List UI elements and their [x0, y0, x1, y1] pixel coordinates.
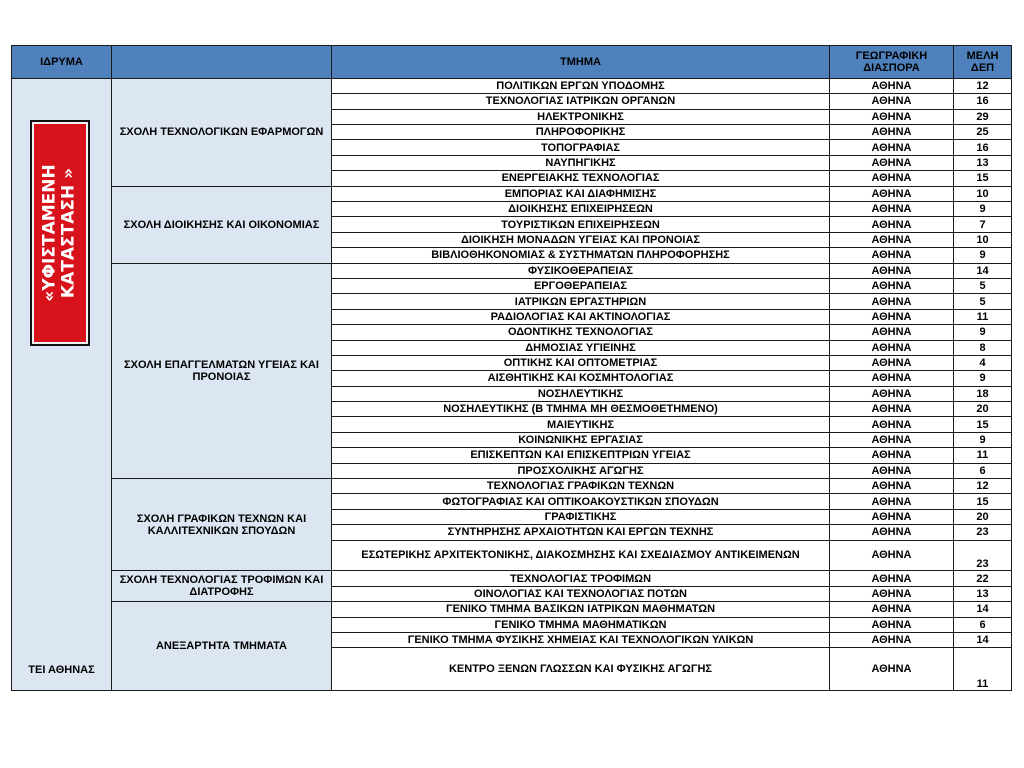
geography-cell: ΑΘΗΝΑ: [830, 278, 954, 293]
geography-cell: ΑΘΗΝΑ: [830, 632, 954, 647]
faculty-count-cell: 10: [954, 232, 1012, 247]
faculty-count-cell: 12: [954, 78, 1012, 93]
faculty-count-cell: 9: [954, 248, 1012, 263]
faculty-count-cell: 16: [954, 94, 1012, 109]
geography-cell: ΑΘΗΝΑ: [830, 309, 954, 324]
institution-cell: ΤΕΙ ΑΘΗΝΑΣ: [12, 78, 112, 690]
department-cell: ΔΙΟΙΚΗΣΗΣ ΕΠΙΧΕΙΡΗΣΕΩΝ: [332, 201, 830, 216]
department-cell: ΓΕΝΙΚΟ ΤΜΗΜΑ ΜΑΘΗΜΑΤΙΚΩΝ: [332, 617, 830, 632]
department-cell: ΕΣΩΤΕΡΙΚΗΣ ΑΡΧΙΤΕΚΤΟΝΙΚΗΣ, ΔΙΑΚΟΣΜΗΣΗΣ ΚΑΙ ΣΧΕΔΙΑΣΜΟΥ ΑΝΤΙΚΕΙΜΕΝΩΝ: [332, 540, 830, 571]
department-cell: ΠΛΗΡΟΦΟΡΙΚΗΣ: [332, 125, 830, 140]
status-badge-line-2: ΚΑΤΑΣΤΑΣΗ »: [59, 167, 80, 299]
department-cell: ΜΑΙΕΥΤΙΚΗΣ: [332, 417, 830, 432]
geography-cell: ΑΘΗΝΑ: [830, 494, 954, 509]
geography-cell: ΑΘΗΝΑ: [830, 78, 954, 93]
department-cell: ΕΜΠΟΡΙΑΣ ΚΑΙ ΔΙΑΦΗΜΙΣΗΣ: [332, 186, 830, 201]
department-cell: ΔΗΜΟΣΙΑΣ ΥΓΙΕΙΝΗΣ: [332, 340, 830, 355]
faculty-count-cell: 9: [954, 201, 1012, 216]
geography-cell: ΑΘΗΝΑ: [830, 648, 954, 691]
department-cell: ΝΟΣΗΛΕΥΤΙΚΗΣ (Β ΤΜΗΜΑ ΜΗ ΘΕΣΜΟΘΕΤΗΜΕΝΟ): [332, 402, 830, 417]
geography-cell: ΑΘΗΝΑ: [830, 140, 954, 155]
faculty-count-cell: 9: [954, 325, 1012, 340]
faculty-count-cell: 13: [954, 155, 1012, 170]
table-row: [12, 571, 1012, 586]
geography-cell: ΑΘΗΝΑ: [830, 94, 954, 109]
geography-cell: ΑΘΗΝΑ: [830, 540, 954, 571]
school-cell: ΣΧΟΛΗ ΔΙΟΙΚΗΣΗΣ ΚΑΙ ΟΙΚΟΝΟΜΙΑΣ: [112, 186, 332, 263]
faculty-count-cell: 5: [954, 278, 1012, 293]
department-cell: ΕΝΕΡΓΕΙΑΚΗΣ ΤΕΧΝΟΛΟΓΙΑΣ: [332, 171, 830, 186]
table-row: [12, 602, 1012, 617]
department-cell: ΟΠΤΙΚΗΣ ΚΑΙ ΟΠΤΟΜΕΤΡΙΑΣ: [332, 355, 830, 370]
department-cell: ΤΕΧΝΟΛΟΓΙΑΣ ΓΡΑΦΙΚΩΝ ΤΕΧΝΩΝ: [332, 479, 830, 494]
faculty-count-cell: 25: [954, 125, 1012, 140]
geography-cell: ΑΘΗΝΑ: [830, 371, 954, 386]
geography-cell: ΑΘΗΝΑ: [830, 125, 954, 140]
geography-cell: ΑΘΗΝΑ: [830, 294, 954, 309]
geography-cell: ΑΘΗΝΑ: [830, 325, 954, 340]
header-faculty: ΜΕΛΗ ΔΕΠ: [954, 46, 1012, 79]
department-cell: ΗΛΕΚΤΡΟΝΙΚΗΣ: [332, 109, 830, 124]
faculty-count-cell: 11: [954, 309, 1012, 324]
department-cell: ΔΙΟΙΚΗΣΗ ΜΟΝΑΔΩΝ ΥΓΕΙΑΣ ΚΑΙ ΠΡΟΝΟΙΑΣ: [332, 232, 830, 247]
geography-cell: ΑΘΗΝΑ: [830, 525, 954, 540]
faculty-count-cell: 29: [954, 109, 1012, 124]
faculty-count-cell: 22: [954, 571, 1012, 586]
faculty-count-cell: 15: [954, 494, 1012, 509]
table-row: [12, 479, 1012, 494]
table-row: [12, 78, 1012, 93]
geography-cell: ΑΘΗΝΑ: [830, 109, 954, 124]
faculty-count-cell: 6: [954, 463, 1012, 478]
department-cell: ΦΩΤΟΓΡΑΦΙΑΣ ΚΑΙ ΟΠΤΙΚΟΑΚΟΥΣΤΙΚΩΝ ΣΠΟΥΔΩΝ: [332, 494, 830, 509]
faculty-count-cell: 23: [954, 540, 1012, 571]
geography-cell: ΑΘΗΝΑ: [830, 402, 954, 417]
school-cell: ΣΧΟΛΗ ΤΕΧΝΟΛΟΓΙΑΣ ΤΡΟΦΙΜΩΝ ΚΑΙ ΔΙΑΤΡΟΦΗΣ: [112, 571, 332, 602]
geography-cell: ΑΘΗΝΑ: [830, 386, 954, 401]
geography-cell: ΑΘΗΝΑ: [830, 479, 954, 494]
faculty-count-cell: 10: [954, 186, 1012, 201]
department-cell: ΕΠΙΣΚΕΠΤΩΝ ΚΑΙ ΕΠΙΣΚΕΠΤΡΙΩΝ ΥΓΕΙΑΣ: [332, 448, 830, 463]
faculty-table: [11, 45, 1012, 691]
geography-cell: ΑΘΗΝΑ: [830, 186, 954, 201]
department-cell: ΒΙΒΛΙΟΘΗΚΟΝΟΜΙΑΣ & ΣΥΣΤΗΜΑΤΩΝ ΠΛΗΡΟΦΟΡΗΣΗΣ: [332, 248, 830, 263]
geography-cell: ΑΘΗΝΑ: [830, 586, 954, 601]
department-cell: ΕΡΓΟΘΕΡΑΠΕΙΑΣ: [332, 278, 830, 293]
faculty-count-cell: 4: [954, 355, 1012, 370]
department-cell: ΟΔΟΝΤΙΚΗΣ ΤΕΧΝΟΛΟΓΙΑΣ: [332, 325, 830, 340]
geography-cell: ΑΘΗΝΑ: [830, 571, 954, 586]
faculty-count-cell: 23: [954, 525, 1012, 540]
geography-cell: ΑΘΗΝΑ: [830, 263, 954, 278]
department-cell: ΚΟΙΝΩΝΙΚΗΣ ΕΡΓΑΣΙΑΣ: [332, 432, 830, 447]
table-row: [12, 263, 1012, 278]
geography-cell: ΑΘΗΝΑ: [830, 432, 954, 447]
faculty-count-cell: 14: [954, 632, 1012, 647]
faculty-count-cell: 11: [954, 448, 1012, 463]
faculty-count-cell: 9: [954, 371, 1012, 386]
faculty-count-cell: 11: [954, 648, 1012, 691]
department-cell: ΚΕΝΤΡΟ ΞΕΝΩΝ ΓΛΩΣΣΩΝ ΚΑΙ ΦΥΣΙΚΗΣ ΑΓΩΓΗΣ: [332, 648, 830, 691]
faculty-count-cell: 15: [954, 171, 1012, 186]
table-row: [12, 186, 1012, 201]
department-cell: ΝΟΣΗΛΕΥΤΙΚΗΣ: [332, 386, 830, 401]
school-cell: ΣΧΟΛΗ ΕΠΑΓΓΕΛΜΑΤΩΝ ΥΓΕΙΑΣ ΚΑΙ ΠΡΟΝΟΙΑΣ: [112, 263, 332, 478]
school-cell: ΑΝΕΞΑΡΤΗΤΑ ΤΜΗΜΑΤΑ: [112, 602, 332, 691]
status-badge: [30, 120, 90, 346]
geography-cell: ΑΘΗΝΑ: [830, 448, 954, 463]
department-cell: ΙΑΤΡΙΚΩΝ ΕΡΓΑΣΤΗΡΙΩΝ: [332, 294, 830, 309]
faculty-count-cell: 18: [954, 386, 1012, 401]
header-school: [112, 46, 332, 79]
faculty-count-cell: 7: [954, 217, 1012, 232]
header-department: ΤΜΗΜΑ: [332, 46, 830, 79]
geography-cell: ΑΘΗΝΑ: [830, 340, 954, 355]
department-cell: ΤΟΥΡΙΣΤΙΚΩΝ ΕΠΙΧΕΙΡΗΣΕΩΝ: [332, 217, 830, 232]
geography-cell: ΑΘΗΝΑ: [830, 155, 954, 170]
faculty-count-cell: 20: [954, 509, 1012, 524]
department-cell: ΓΡΑΦΙΣΤΙΚΗΣ: [332, 509, 830, 524]
faculty-count-cell: 13: [954, 586, 1012, 601]
geography-cell: ΑΘΗΝΑ: [830, 201, 954, 216]
geography-cell: ΑΘΗΝΑ: [830, 417, 954, 432]
status-badge-label: [41, 164, 79, 301]
geography-cell: ΑΘΗΝΑ: [830, 509, 954, 524]
status-badge-line-1: «ΥΦΙΣΤΑΜΕΝΗ: [40, 164, 61, 302]
faculty-count-cell: 15: [954, 417, 1012, 432]
department-cell: ΦΥΣΙΚΟΘΕΡΑΠΕΙΑΣ: [332, 263, 830, 278]
department-cell: ΟΙΝΟΛΟΓΙΑΣ ΚΑΙ ΤΕΧΝΟΛΟΓΙΑΣ ΠΟΤΩΝ: [332, 586, 830, 601]
department-cell: ΝΑΥΠΗΓΙΚΗΣ: [332, 155, 830, 170]
faculty-count-cell: 16: [954, 140, 1012, 155]
header-geography: ΓΕΩΓΡΑΦΙΚΗ ΔΙΑΣΠΟΡΑ: [830, 46, 954, 79]
department-cell: ΤΟΠΟΓΡΑΦΙΑΣ: [332, 140, 830, 155]
geography-cell: ΑΘΗΝΑ: [830, 617, 954, 632]
faculty-count-cell: 9: [954, 432, 1012, 447]
faculty-count-cell: 14: [954, 602, 1012, 617]
geography-cell: ΑΘΗΝΑ: [830, 171, 954, 186]
faculty-count-cell: 8: [954, 340, 1012, 355]
geography-cell: ΑΘΗΝΑ: [830, 248, 954, 263]
geography-cell: ΑΘΗΝΑ: [830, 232, 954, 247]
school-cell: ΣΧΟΛΗ ΤΕΧΝΟΛΟΓΙΚΩΝ ΕΦΑΡΜΟΓΩΝ: [112, 78, 332, 186]
department-cell: ΡΑΔΙΟΛΟΓΙΑΣ ΚΑΙ ΑΚΤΙΝΟΛΟΓΙΑΣ: [332, 309, 830, 324]
faculty-count-cell: 14: [954, 263, 1012, 278]
geography-cell: ΑΘΗΝΑ: [830, 217, 954, 232]
department-cell: ΑΙΣΘΗΤΙΚΗΣ ΚΑΙ ΚΟΣΜΗΤΟΛΟΓΙΑΣ: [332, 371, 830, 386]
department-cell: ΓΕΝΙΚΟ ΤΜΗΜΑ ΒΑΣΙΚΩΝ ΙΑΤΡΙΚΩΝ ΜΑΘΗΜΑΤΩΝ: [332, 602, 830, 617]
department-cell: ΓΕΝΙΚΟ ΤΜΗΜΑ ΦΥΣΙΚΗΣ ΧΗΜΕΙΑΣ ΚΑΙ ΤΕΧΝΟΛΟΓΙΚΩΝ ΥΛΙΚΩΝ: [332, 632, 830, 647]
faculty-count-cell: 5: [954, 294, 1012, 309]
header-row: [12, 46, 1012, 79]
department-cell: ΠΟΛΙΤΙΚΩΝ ΕΡΓΩΝ ΥΠΟΔΟΜΗΣ: [332, 78, 830, 93]
faculty-count-cell: 12: [954, 479, 1012, 494]
header-institution: ΙΔΡΥΜΑ: [12, 46, 112, 79]
school-cell: ΣΧΟΛΗ ΓΡΑΦΙΚΩΝ ΤΕΧΝΩΝ ΚΑΙ ΚΑΛΛΙΤΕΧΝΙΚΩΝ ΣΠΟΥΔΩΝ: [112, 479, 332, 571]
department-cell: ΤΕΧΝΟΛΟΓΙΑΣ ΙΑΤΡΙΚΩΝ ΟΡΓΑΝΩΝ: [332, 94, 830, 109]
geography-cell: ΑΘΗΝΑ: [830, 602, 954, 617]
geography-cell: ΑΘΗΝΑ: [830, 355, 954, 370]
department-cell: ΣΥΝΤΗΡΗΣΗΣ ΑΡΧΑΙΟΤΗΤΩΝ ΚΑΙ ΕΡΓΩΝ ΤΕΧΝΗΣ: [332, 525, 830, 540]
geography-cell: ΑΘΗΝΑ: [830, 463, 954, 478]
faculty-count-cell: 20: [954, 402, 1012, 417]
faculty-count-cell: 6: [954, 617, 1012, 632]
department-cell: ΠΡΟΣΧΟΛΙΚΗΣ ΑΓΩΓΗΣ: [332, 463, 830, 478]
department-cell: ΤΕΧΝΟΛΟΓΙΑΣ ΤΡΟΦΙΜΩΝ: [332, 571, 830, 586]
